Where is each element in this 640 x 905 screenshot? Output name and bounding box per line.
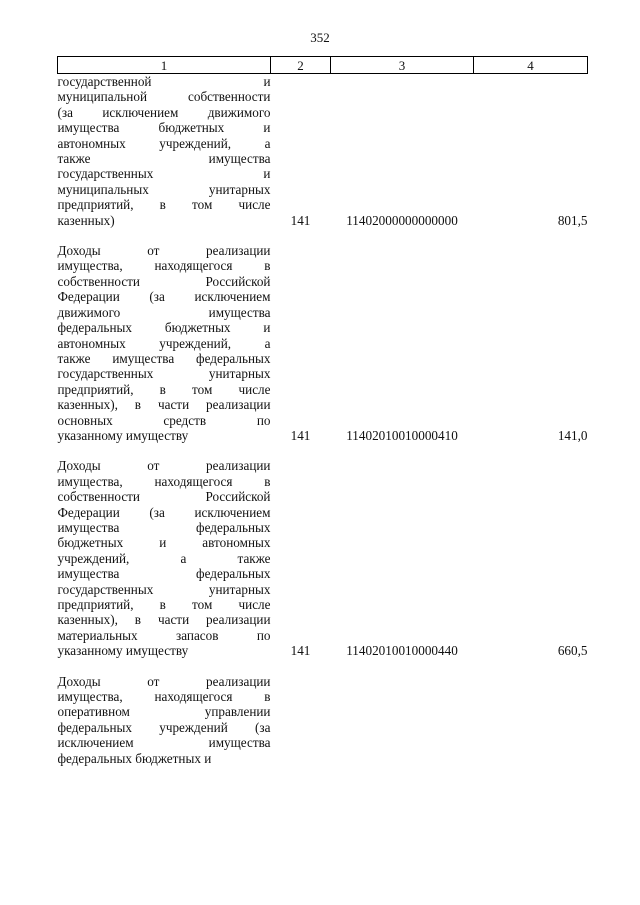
description-line: имущества, находящегося в [57,473,271,489]
row-description [58,243,271,443]
description-line: собственности Российской [57,489,271,505]
admin-code: 141 [290,212,311,228]
description-line: федеральных бюджетных и [57,320,271,336]
row-description [58,458,271,658]
description-line: имущества бюджетных и [57,120,271,136]
description-line: Доходы от реализации [57,243,271,259]
column-header-4: 4 [474,57,588,74]
budget-classification-code: 11402010010000440 [346,643,458,659]
description-line: имущества, находящегося в [57,258,271,274]
description-line: Федерации (за исключением [57,504,271,520]
admin-code: 141 [290,427,311,443]
description-line: государственной и [57,74,271,89]
description-line: имущества федеральных [57,566,271,582]
description-line: указанному имуществу [57,643,189,659]
row-spacer [58,659,588,674]
description-line: учреждений, а также [57,550,271,566]
description-line: имущества федеральных [57,519,271,535]
description-line: также имущества федеральных [57,350,271,366]
description-line: Доходы от реализации [57,673,271,689]
description-line: указанному имуществу [57,427,189,443]
row-description [58,74,271,229]
column-header-2: 2 [271,57,331,74]
description-line: (за исключением движимого [57,104,271,120]
description-line: бюджетных и автономных [57,535,271,551]
budget-classification-code: 11402000000000000 [346,212,458,228]
description-line: движимого имущества [57,304,271,320]
description-line: собственности Российской [57,273,271,289]
description-line: федеральных учреждений (за [57,719,271,735]
table-header-row [58,57,588,74]
amount-value [474,674,588,766]
description-line: предприятий, в том числе [57,197,271,213]
row-spacer [58,443,588,458]
column-header-1: 1 [58,57,271,74]
table-row [58,243,588,443]
description-line: оперативном управлении [57,704,271,720]
description-line: также имущества [57,151,271,167]
description-line: Федерации (за исключением [57,289,271,305]
revenue-table [57,56,588,766]
budget-classification-code: 11402010010000410 [346,427,458,443]
description-line: предприятий, в том числе [57,381,271,397]
table-body [58,74,588,767]
description-line: казенных), в части реализации [57,397,271,413]
column-header-3: 3 [331,57,474,74]
description-line: казенных), в части реализации [57,612,271,628]
description-line: казенных) [57,212,115,228]
description-line: муниципальной собственности [57,89,271,105]
description-line: имущества, находящегося в [57,689,271,705]
description-line: муниципальных унитарных [57,181,271,197]
amount-value: 660,5 [557,643,588,659]
row-spacer [58,228,588,243]
description-line: федеральных бюджетных и [57,750,212,766]
description-line: Доходы от реализации [57,458,271,474]
description-line: государственных унитарных [57,366,271,382]
description-line: материальных запасов по [57,627,271,643]
amount-value: 141,0 [557,427,588,443]
table-row [58,458,588,658]
description-line: предприятий, в том числе [57,597,271,612]
admin-code [271,674,331,766]
amount-value: 801,5 [557,212,588,228]
description-line: основных средств по [57,412,271,428]
admin-code: 141 [290,643,311,659]
description-line: государственных унитарных [57,581,271,597]
table-row [58,674,588,766]
description-line: государственных и [57,166,271,182]
budget-classification-code [331,674,474,766]
description-line: автономных учреждений, а [57,335,271,351]
table-row [58,74,588,229]
description-line: исключением имущества [57,735,271,751]
description-line: автономных учреждений, а [57,135,271,151]
page-number: 352 [310,30,330,45]
row-description [58,674,271,766]
